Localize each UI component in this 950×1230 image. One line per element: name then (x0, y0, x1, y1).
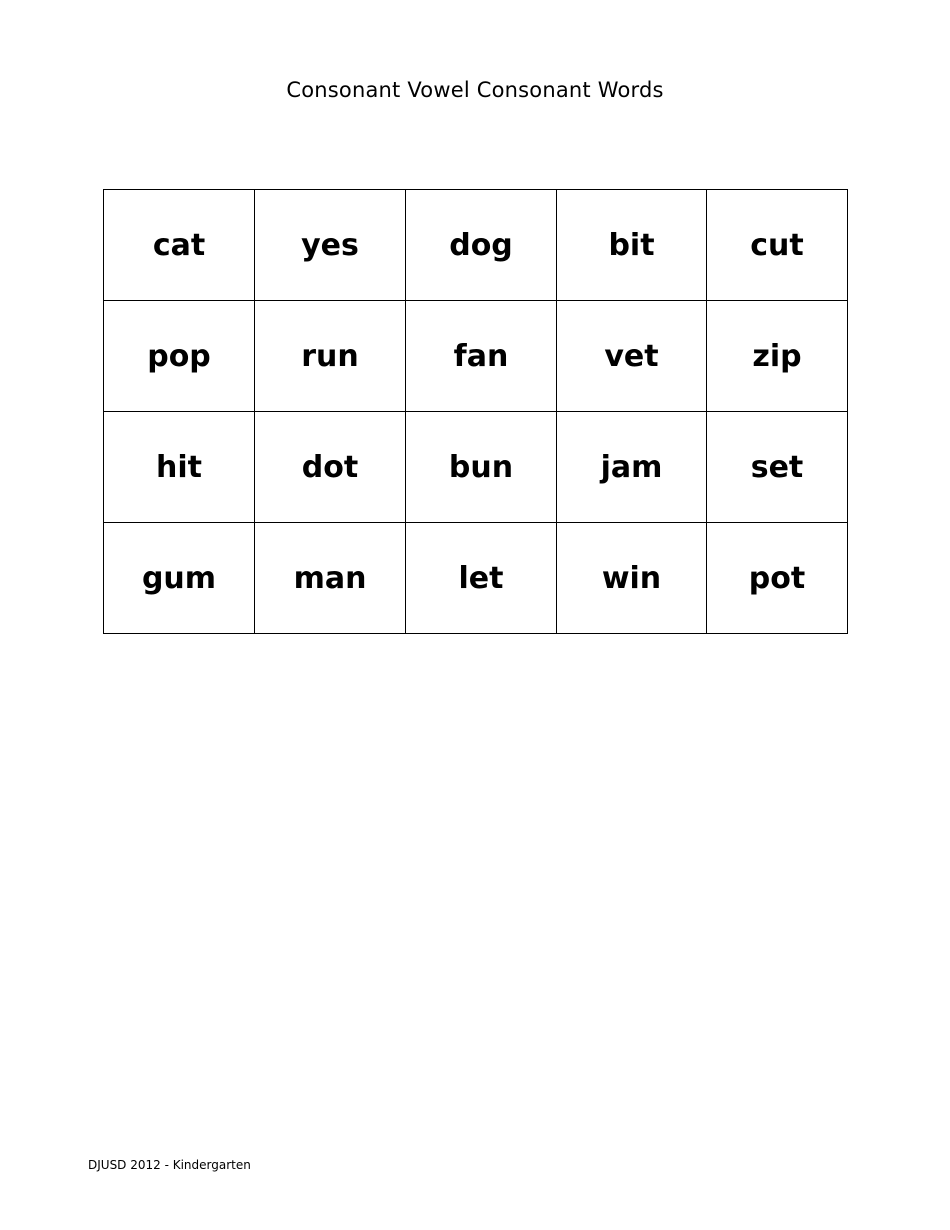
word-cell: let (406, 523, 557, 634)
word-cell: pot (707, 523, 848, 634)
word-cell: cut (707, 190, 848, 301)
word-cell: run (255, 301, 406, 412)
word-cell: cat (104, 190, 255, 301)
word-cell: jam (557, 412, 707, 523)
word-cell: bun (406, 412, 557, 523)
word-cell: pop (104, 301, 255, 412)
word-cell: set (707, 412, 848, 523)
table-row (104, 523, 848, 634)
word-cell: dot (255, 412, 406, 523)
word-cell: man (255, 523, 406, 634)
table-row (104, 301, 848, 412)
table-row (104, 190, 848, 301)
word-cell: zip (707, 301, 848, 412)
word-cell: vet (557, 301, 707, 412)
page-footer: DJUSD 2012 - Kindergarten (88, 1158, 251, 1172)
word-cell: hit (104, 412, 255, 523)
cvc-word-table (103, 189, 848, 634)
word-cell: fan (406, 301, 557, 412)
word-cell: bit (557, 190, 707, 301)
page-title: Consonant Vowel Consonant Words (286, 78, 664, 102)
word-cell: yes (255, 190, 406, 301)
word-cell: dog (406, 190, 557, 301)
word-cell: gum (104, 523, 255, 634)
word-cell: win (557, 523, 707, 634)
table-row (104, 412, 848, 523)
